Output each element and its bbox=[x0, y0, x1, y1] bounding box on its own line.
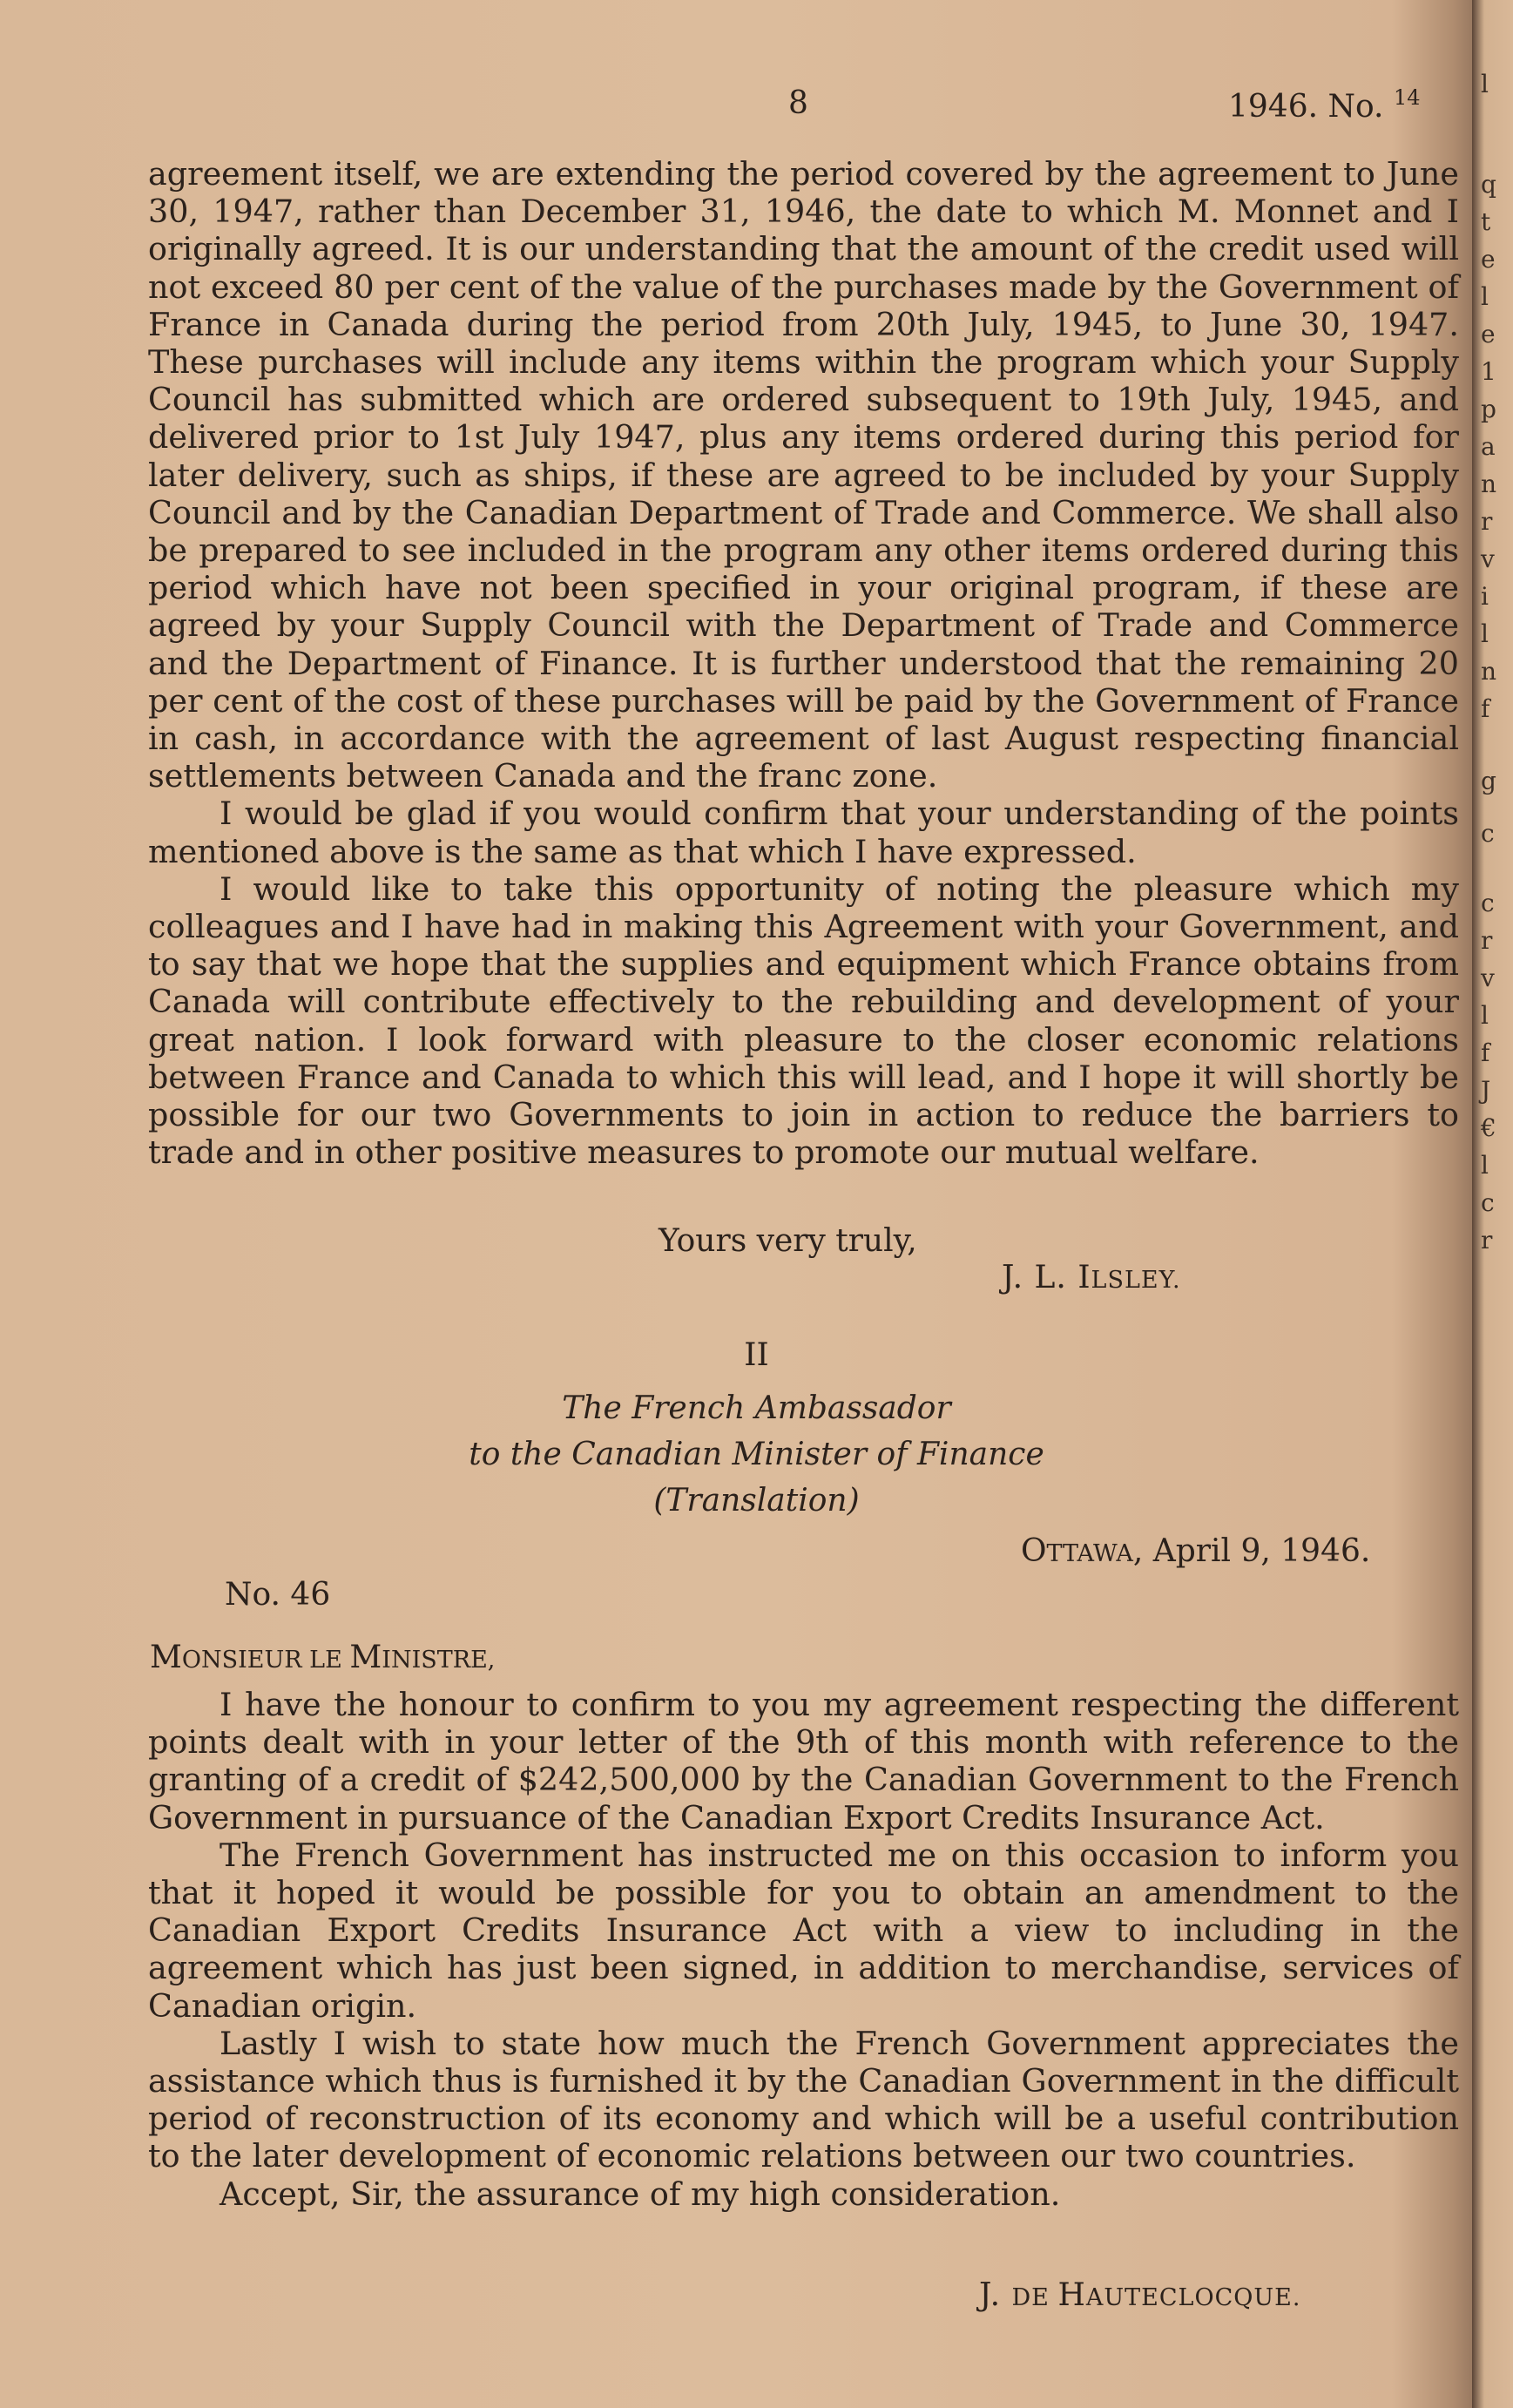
paragraph: I would be glad if you would confirm that your understanding of the points mentioned above is the same as that which I have expressed. bbox=[148, 795, 1459, 870]
margin-letter: n bbox=[1481, 657, 1497, 686]
margin-letter: n bbox=[1481, 470, 1497, 498]
signature-name: LSLEY. bbox=[1091, 1267, 1181, 1294]
margin-letter: p bbox=[1481, 395, 1496, 423]
margin-letter: a bbox=[1481, 432, 1496, 461]
section-title-line1: The French Ambassador bbox=[562, 1390, 951, 1426]
letter-number: No. 46 bbox=[225, 1577, 331, 1613]
section-title-line3: (Translation) bbox=[653, 1483, 860, 1519]
salutation-part: ONSIEUR LE bbox=[181, 1647, 350, 1674]
paragraph: agreement itself, we are extending the period covered by the agreement to June 30, 1947, rather than December 31, 1946, the date to which M. Monnet and I originally agreed. It is our understanding that the amount of the credit used will not exceed 80 per cent of the value of the purchases made by the Government of France in Canada during the period from 20th July, 1945, to June 30, 1947. These purchases will include any items within the program which your Supply Council has submitted which are ordered subsequent to 19th July, 1945, and delivered prior to 1st July 1947, plus any items ordered during this period for later delivery, such as ships, if these are agreed to be included by your Supply Council and by the Canadian Department of Trade and Commerce. We shall also be prepared to see included in the program any other items ordered during this period which have not been specified in your original program, if these are agreed by your Supply Council with the Department of Trade and Commerce and the Department of Finance. It is further understood that the remaining 20 per cent of the cost of these purchases will be paid by the Government of France in cash, in accordance with the agreement of last August respecting financial settlements between Canada and the franc zone. bbox=[148, 155, 1459, 795]
margin-letter: g bbox=[1481, 767, 1496, 795]
salutation bbox=[150, 1640, 495, 1675]
letter-one-body bbox=[148, 155, 1459, 1171]
margin-letter: l bbox=[1481, 70, 1489, 98]
section-title-line2: to the Canadian Minister of Finance bbox=[469, 1437, 1044, 1472]
margin-letter: v bbox=[1481, 545, 1495, 573]
number-superscript: 14 bbox=[1393, 85, 1421, 110]
signature-part: J. bbox=[979, 2277, 1012, 2313]
paragraph: I would like to take this opportunity of noting the pleasure which my colleagues and I have had in making this Agreement with your Government, and to say that we hope that the supplies and equipment which France obtains from Canada will contribute effectively to the rebuilding and development of your great nation. I look forward with pleasure to the closer economic relations between France and Canada to which this will lead, and I hope it will shortly be possible for our two Governments to join in action to reduce the barriers to trade and in other positive measures to promote our mutual welfare. bbox=[148, 869, 1459, 1172]
margin-letter: t bbox=[1481, 207, 1491, 236]
paragraph: I have the honour to confirm to you my agreement respecting the different points dealt with in your letter of the 9th of this month with reference to the granting of a credit of $242,500,000 by the Canadian Government to the French Government in pursuance of the Canadian Export Credits Insurance Act. bbox=[148, 1686, 1459, 1836]
margin-letter: f bbox=[1481, 694, 1490, 723]
margin-letter: r bbox=[1481, 507, 1493, 536]
salutation-part: M bbox=[349, 1640, 382, 1675]
margin-letter: v bbox=[1481, 964, 1495, 992]
letter-two-body bbox=[148, 1686, 1459, 2213]
margin-letter: l bbox=[1481, 1001, 1489, 1030]
year-number-label: 1946. No. bbox=[1228, 89, 1384, 125]
signature-part: DE bbox=[1011, 2284, 1058, 2311]
paragraph: Lastly I wish to state how much the French Government appreciates the assistance which thus is furnished it by the Canadian Government in the difficult period of reconstruction of its economy and which will be a useful contribution to the later development of economic relations between our two countries. bbox=[148, 2024, 1459, 2175]
section-numeral: II bbox=[744, 1337, 769, 1373]
margin-letter: c bbox=[1481, 889, 1495, 917]
margin-letter: e bbox=[1481, 245, 1496, 274]
salutation-part: M bbox=[150, 1640, 182, 1675]
margin-letter: i bbox=[1481, 582, 1489, 611]
margin-letter: J bbox=[1481, 1076, 1491, 1105]
signature-part: AUTECLOCQUE. bbox=[1085, 2284, 1301, 2311]
signature-initials: J. L. I bbox=[1002, 1260, 1091, 1295]
document-reference bbox=[1228, 85, 1421, 125]
place-initial: O bbox=[1021, 1533, 1047, 1569]
margin-letter: € bbox=[1481, 1113, 1496, 1142]
margin-letter: 1 bbox=[1481, 357, 1496, 386]
margin-letter: c bbox=[1481, 1188, 1495, 1217]
place-date-line bbox=[1021, 1533, 1370, 1569]
signature-isley bbox=[1002, 1260, 1181, 1295]
margin-letter: q bbox=[1481, 170, 1496, 199]
signature-part: H bbox=[1057, 2277, 1086, 2313]
margin-letter: f bbox=[1481, 1038, 1490, 1067]
place-name: TTAWA bbox=[1046, 1540, 1133, 1567]
margin-letter: l bbox=[1481, 282, 1489, 311]
margin-letter: r bbox=[1481, 926, 1493, 955]
closing-line: Yours very truly, bbox=[659, 1223, 917, 1259]
signature-hauteclocque bbox=[979, 2277, 1300, 2313]
letter-date: , April 9, 1946. bbox=[1132, 1533, 1371, 1569]
page-number: 8 bbox=[788, 85, 808, 121]
margin-letter: l bbox=[1481, 619, 1489, 648]
margin-letter: l bbox=[1481, 1151, 1489, 1180]
margin-letter: c bbox=[1481, 819, 1495, 848]
salutation-part: INISTRE, bbox=[382, 1647, 496, 1674]
margin-letter: r bbox=[1481, 1226, 1493, 1255]
paragraph: Accept, Sir, the assurance of my high consideration. bbox=[220, 2175, 1061, 2213]
paragraph: The French Government has instructed me on this occasion to inform you that it hoped it would be possible for you to obtain an amendment to the Canadian Export Credits Insurance Act with a view to including in the agreement which has just been signed, in addition to merchandise, services of Canadian origin. bbox=[148, 1836, 1459, 2025]
margin-letter: e bbox=[1481, 320, 1496, 348]
page-header bbox=[0, 85, 1513, 129]
